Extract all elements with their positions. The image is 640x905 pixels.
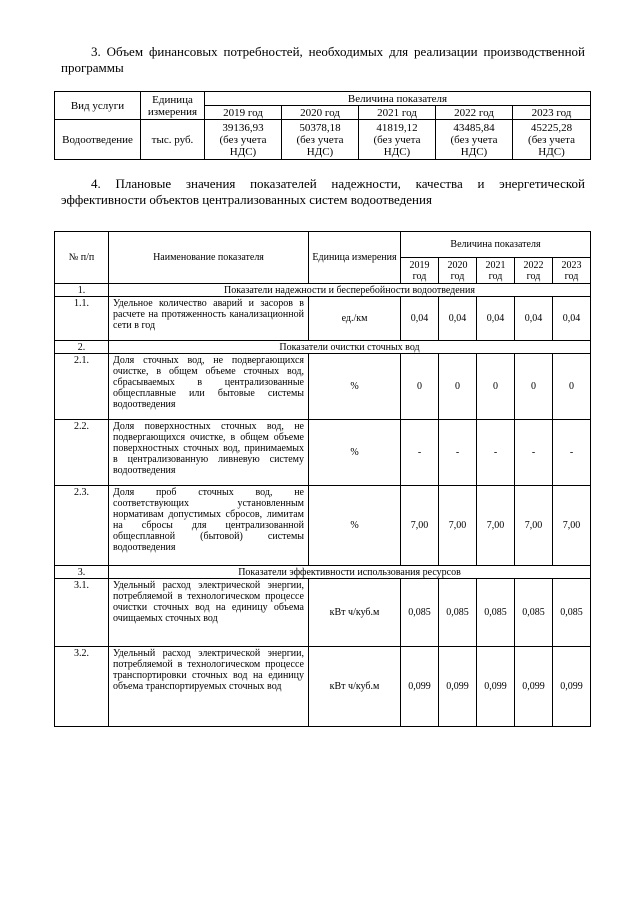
row-num: 2.2. [55, 420, 109, 486]
value-cell: 0 [439, 354, 477, 420]
value-cell: 7,00 [553, 486, 591, 566]
amount: 45225,28 [530, 121, 573, 134]
indicator-name: Удельный расход электрической энергии, потребляемой в технологическом процессе очистки сточных вод на единицу объема очищаемых сточных вод [109, 579, 309, 647]
service-cell: Водоотведение [55, 120, 141, 160]
year-header: 2021 год [359, 106, 436, 120]
value-cell: 0,04 [515, 297, 553, 341]
value-cell: - [477, 420, 515, 486]
value-cell: 0,085 [477, 579, 515, 647]
unit-cell: тыс. руб. [141, 120, 205, 160]
row-num: 2.3. [55, 486, 109, 566]
value-cell: 0,04 [477, 297, 515, 341]
value-cell: - [401, 420, 439, 486]
value-cell: - [515, 420, 553, 486]
value-cell [513, 120, 591, 160]
table-row [55, 354, 591, 420]
section-title: Показатели очистки сточных вод [109, 341, 591, 354]
section-title: Показатели надежности и бесперебойности водоотведения [109, 284, 591, 297]
value-cell: 0 [401, 354, 439, 420]
table-row [55, 120, 591, 160]
indicator-name: Удельный расход электрической энергии, потребляемой в технологическом процессе транспортировки сточных вод на единицу объема транспортируемых сточных вод [109, 647, 309, 727]
unit-cell: ед./км [309, 297, 401, 341]
year-header: 2023 год [553, 258, 591, 284]
value-cell [436, 120, 513, 160]
row-num: 3.1. [55, 579, 109, 647]
indicator-name: Доля сточных вод, не подвергающихся очистке, в общем объеме сточных вод, сбрасываемых в централизованные общесплавные или бытовые системы водоотведения [109, 354, 309, 420]
value-cell: 0,085 [553, 579, 591, 647]
value-cell [205, 120, 282, 160]
value-cell: 0,099 [553, 647, 591, 727]
col-header-service: Вид услуги [55, 92, 141, 120]
value-cell: 0,085 [401, 579, 439, 647]
amount: 43485,84 [453, 121, 495, 134]
unit-cell: % [309, 486, 401, 566]
value-cell: - [553, 420, 591, 486]
value-cell: 0,085 [515, 579, 553, 647]
vat-note: (без учета НДС) [528, 133, 575, 158]
section4-heading [61, 176, 585, 208]
amount: 39136,93 [222, 121, 264, 134]
amount: 41819,12 [376, 121, 418, 134]
vat-note: (без учета НДС) [219, 133, 267, 158]
row-num: 2.1. [55, 354, 109, 420]
section-row [55, 341, 591, 354]
value-cell: 0,099 [401, 647, 439, 727]
value-cell [359, 120, 436, 160]
section4-heading-text: 4. Плановые значения показателей надежности, качества и энергетической эффективности объектов централизованных систем водоотведения [61, 176, 585, 207]
year-header: 2019 год [401, 258, 439, 284]
section3-heading [61, 44, 585, 76]
section-num: 1. [55, 284, 109, 297]
financial-needs-table [54, 91, 591, 160]
section-num: 2. [55, 341, 109, 354]
value-cell: 0,099 [439, 647, 477, 727]
year-header: 2020 год [282, 106, 359, 120]
year-header: 2020 год [439, 258, 477, 284]
year-header: 2019 год [205, 106, 282, 120]
amount: 50378,18 [299, 121, 341, 134]
col-header-name: Наименование показателя [109, 232, 309, 284]
value-cell: 0,085 [439, 579, 477, 647]
value-cell: - [439, 420, 477, 486]
col-header-unit: Единица измерения [141, 92, 205, 120]
unit-cell: % [309, 420, 401, 486]
year-header: 2022 год [436, 106, 513, 120]
indicator-name: Удельное количество аварий и засоров в расчете на протяженность канализационной сети в год [109, 297, 309, 341]
col-header-num: № п/п [55, 232, 109, 284]
value-cell: 7,00 [477, 486, 515, 566]
value-cell: 0 [515, 354, 553, 420]
year-header: 2022 год [515, 258, 553, 284]
section-row [55, 566, 591, 579]
value-cell: 7,00 [439, 486, 477, 566]
section-row [55, 284, 591, 297]
table-row [55, 579, 591, 647]
unit-cell: кВт ч/куб.м [309, 579, 401, 647]
value-cell [282, 120, 359, 160]
value-cell: 0 [553, 354, 591, 420]
col-header-value: Величина показателя [401, 232, 591, 258]
section3-heading-text: 3. Объем финансовых потребностей, необходимых для реализации производственной программы [61, 44, 585, 75]
col-header-unit: Единица измерения [309, 232, 401, 284]
value-cell: 0,04 [553, 297, 591, 341]
section-title: Показатели эффективности использования ресурсов [109, 566, 591, 579]
section-num: 3. [55, 566, 109, 579]
value-cell: 0 [477, 354, 515, 420]
value-cell: 0,04 [439, 297, 477, 341]
row-num: 3.2. [55, 647, 109, 727]
table-row [55, 297, 591, 341]
vat-note: (без учета НДС) [450, 133, 498, 158]
year-header: 2023 год [513, 106, 591, 120]
table-row [55, 647, 591, 727]
col-header-value: Величина показателя [205, 92, 591, 106]
row-num: 1.1. [55, 297, 109, 341]
value-cell: 0,04 [401, 297, 439, 341]
unit-cell: % [309, 354, 401, 420]
indicator-name: Доля поверхностных сточных вод, не подвергающихся очистке, в общем объеме поверхностных сточных вод, принимаемых в централизованную ливневую систему водоотведения [109, 420, 309, 486]
indicator-name: Доля проб сточных вод, не соответствующих установленным нормативам допустимых сбросов, лимитам на сбросы для централизованной общесплавной (бытовой) системы водоотведения [109, 486, 309, 566]
unit-cell: кВт ч/куб.м [309, 647, 401, 727]
value-cell: 0,099 [515, 647, 553, 727]
value-cell: 7,00 [515, 486, 553, 566]
vat-note: (без учета НДС) [296, 133, 344, 158]
vat-note: (без учета НДС) [373, 133, 421, 158]
value-cell: 0,099 [477, 647, 515, 727]
indicators-table [54, 231, 591, 727]
year-header: 2021 год [477, 258, 515, 284]
table-row [55, 420, 591, 486]
table-row [55, 486, 591, 566]
value-cell: 7,00 [401, 486, 439, 566]
